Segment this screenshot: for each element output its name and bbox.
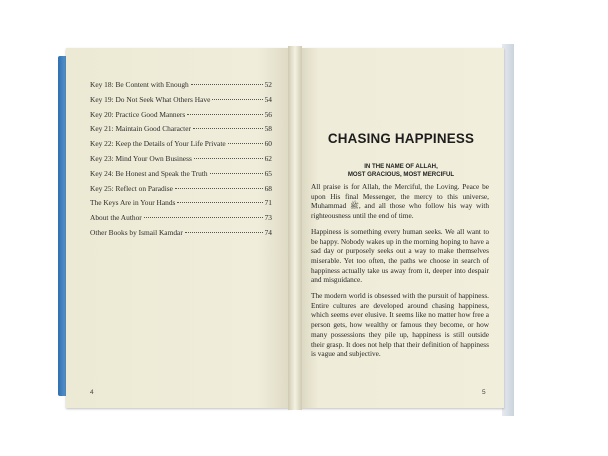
toc-entry-title: Key 21: Maintain Good Character bbox=[90, 124, 191, 134]
toc-entry-page: 74 bbox=[264, 227, 272, 237]
toc-entry bbox=[90, 93, 272, 108]
toc-entry-page: 60 bbox=[264, 139, 272, 149]
toc-entry-page: 58 bbox=[264, 124, 272, 134]
toc-leader-dots bbox=[191, 84, 263, 85]
toc-leader-dots bbox=[193, 128, 263, 129]
toc-leader-dots bbox=[194, 158, 263, 159]
toc-entry-title: About the Author bbox=[90, 213, 142, 223]
body-paragraph: Happiness is something every human seeks. We all want to be happy. Nobody wakes up in the morning hoping to have a sad day or purposely seeks out a way to make themselves miserable. Yet too often, the paths we choose in search of happiness actually take us away from it, deeper into despair and misguidance. bbox=[311, 226, 489, 285]
toc-leader-dots bbox=[175, 188, 263, 189]
toc-entry-page: 54 bbox=[264, 94, 272, 104]
toc-entry bbox=[90, 108, 272, 123]
toc-entry-page: 56 bbox=[264, 109, 272, 119]
toc-entry-title: Key 20: Practice Good Manners bbox=[90, 109, 186, 119]
toc-entry bbox=[90, 78, 272, 93]
toc-leader-dots bbox=[212, 99, 262, 100]
toc-entry bbox=[90, 137, 272, 152]
body-paragraph: The modern world is obsessed with the pursuit of happiness. Entire cultures are developed around chasing happiness, which seems ever elusive. It seems like no matter how free a person gets, how wealthy or famous they become, or how many possessions they pile up, happiness is still outside their grasp. It does not help that their definition of happiness is vague and subjective. bbox=[311, 291, 489, 359]
toc-entry bbox=[90, 167, 272, 182]
toc-leader-dots bbox=[177, 202, 262, 203]
toc-entry-page: 68 bbox=[264, 183, 272, 193]
toc-leader-dots bbox=[210, 173, 263, 174]
toc-entry-title: Key 24: Be Honest and Speak the Truth bbox=[90, 168, 208, 178]
toc-entry-page: 73 bbox=[264, 213, 272, 223]
toc-entry-title: Key 22: Keep the Details of Your Life Private bbox=[90, 139, 226, 149]
toc-entry-page: 62 bbox=[264, 153, 272, 163]
toc-entry-title: Key 23: Mind Your Own Business bbox=[90, 153, 192, 163]
toc-entry-page: 71 bbox=[264, 198, 272, 208]
book-spine bbox=[288, 46, 302, 410]
toc-entry-title: Other Books by Ismail Kamdar bbox=[90, 227, 183, 237]
chapter-subtitle bbox=[308, 163, 494, 179]
toc-entry bbox=[90, 122, 272, 137]
body-paragraph: All praise is for Allah, the Merciful, the Loving. Peace be upon His final Messenger, the mercy to this universe, Muhammad ﷺ, and all those who follow his way with righteousness until the end of time. bbox=[311, 182, 489, 221]
toc-entry bbox=[90, 152, 272, 167]
toc-entry-title: Key 19: Do Not Seek What Others Have bbox=[90, 94, 211, 104]
right-page-number: 5 bbox=[482, 389, 486, 396]
toc-entry bbox=[90, 226, 272, 241]
chapter-body bbox=[311, 182, 489, 365]
toc-entry bbox=[90, 196, 272, 211]
toc-entry bbox=[90, 182, 272, 197]
left-page-number: 4 bbox=[90, 389, 94, 396]
chapter-subtitle-line-1: IN THE NAME OF ALLAH, bbox=[364, 163, 438, 170]
toc-entry bbox=[90, 211, 272, 226]
toc-leader-dots bbox=[187, 114, 262, 115]
toc-leader-dots bbox=[144, 217, 263, 218]
toc-entry-title: Key 18: Be Content with Enough bbox=[90, 80, 189, 89]
table-of-contents bbox=[90, 78, 272, 241]
toc-entry-title: The Keys Are in Your Hands bbox=[90, 198, 176, 208]
toc-entry-title: Key 25: Reflect on Paradise bbox=[90, 183, 173, 193]
toc-leader-dots bbox=[228, 143, 263, 144]
toc-leader-dots bbox=[185, 232, 263, 233]
chapter-title: CHASING HAPPINESS bbox=[327, 131, 475, 146]
toc-entry-page: 52 bbox=[264, 80, 272, 89]
chapter-subtitle-line-2: MOST GRACIOUS, MOST MERCIFUL bbox=[347, 171, 455, 178]
toc-entry-page: 65 bbox=[264, 168, 272, 178]
